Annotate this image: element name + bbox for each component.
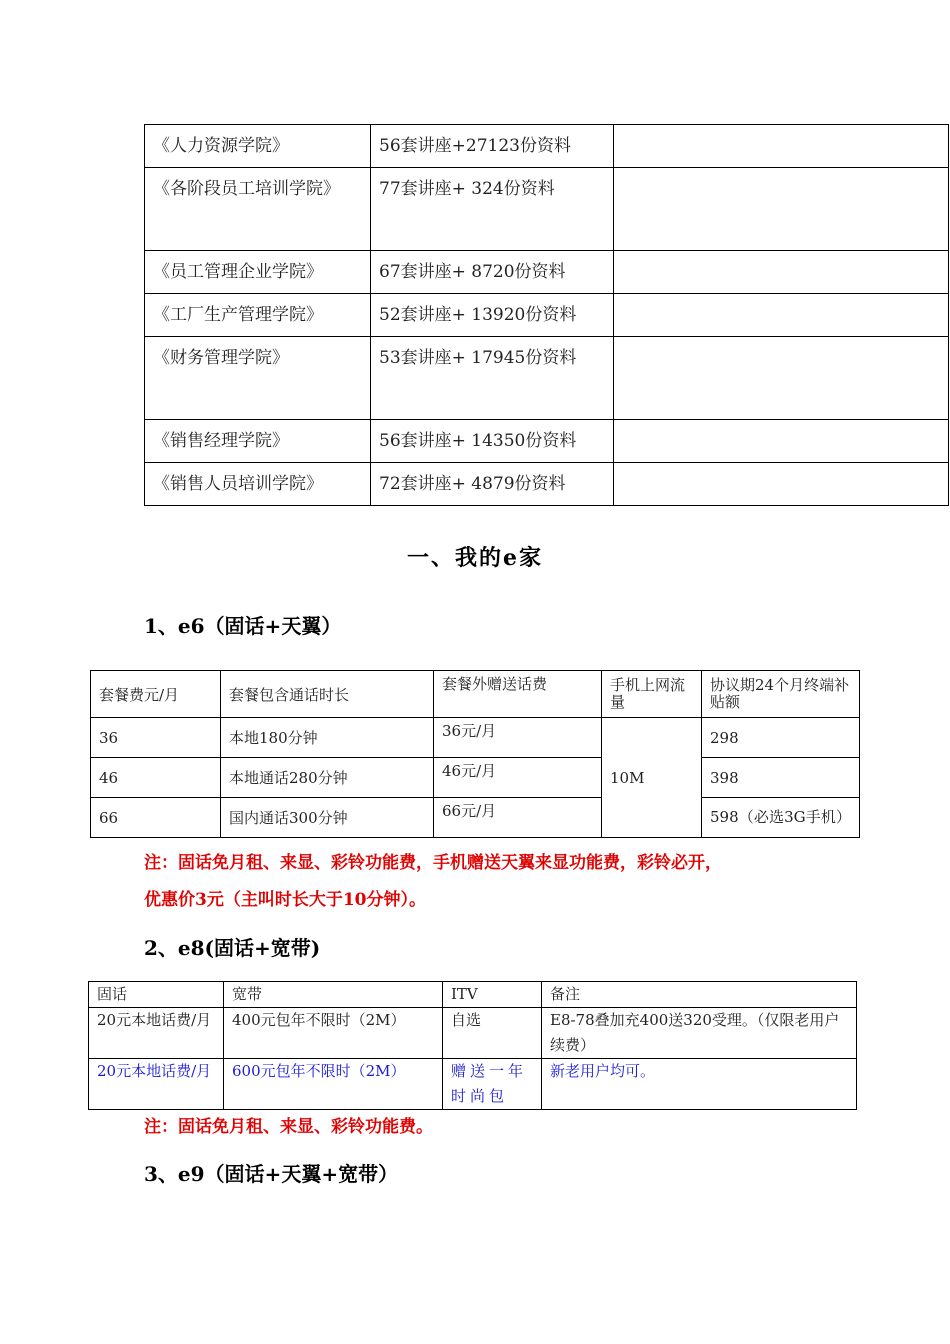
e8-title: 2、e8(固话+宽带) (144, 936, 321, 960)
e9-title: 3、e9（固话+天翼+宽带） (144, 1162, 399, 1186)
course-name: 《人力资源学院》 (145, 125, 371, 168)
fee-cell: 36 (91, 718, 221, 758)
e6-title: 1、e6（固话+天翼） (144, 614, 342, 638)
course-content: 52套讲座+ 13920份资料 (371, 294, 614, 337)
course-name: 《工厂生产管理学院》 (145, 294, 371, 337)
course-note (614, 125, 949, 168)
table-row (145, 463, 949, 506)
table-row (91, 758, 860, 798)
remark-cell: E8-78叠加充400送320受理。（仅限老用户续费） (542, 1008, 857, 1059)
table-row (145, 125, 949, 168)
header-remark: 备注 (542, 982, 857, 1008)
e6-note-line-1: 注：固话免月租、来显、彩铃功能费，手机赠送天翼来显功能费，彩铃必开， (144, 853, 722, 873)
course-name: 《销售人员培训学院》 (145, 463, 371, 506)
subsidy-cell: 298 (702, 718, 860, 758)
header-fee: 套餐费元/月 (91, 671, 221, 718)
bonus-cell: 66元/月 (434, 798, 602, 838)
course-content: 56套讲座+27123份资料 (371, 125, 614, 168)
course-note (614, 294, 949, 337)
subsidy-cell: 398 (702, 758, 860, 798)
table-row (91, 798, 860, 838)
minutes-cell: 国内通话300分钟 (221, 798, 434, 838)
course-content: 67套讲座+ 8720份资料 (371, 251, 614, 294)
header-bonus: 套餐外赠送话费 (434, 671, 602, 718)
course-name: 《销售经理学院》 (145, 420, 371, 463)
table-row (89, 1059, 857, 1110)
fee-cell: 66 (91, 798, 221, 838)
header-minutes: 套餐包含通话时长 (221, 671, 434, 718)
course-note (614, 168, 949, 251)
header-broadband: 宽带 (224, 982, 443, 1008)
broadband-cell: 400元包年不限时（2M） (224, 1008, 443, 1059)
table-row (145, 420, 949, 463)
table-row (145, 294, 949, 337)
course-table (144, 124, 949, 506)
itv-cell: 自选 (443, 1008, 542, 1059)
bonus-cell: 36元/月 (434, 718, 602, 758)
main-heading: 一、我的e家 (407, 545, 543, 571)
phone-cell: 20元本地话费/月 (89, 1059, 224, 1110)
course-content: 56套讲座+ 14350份资料 (371, 420, 614, 463)
data-flow-cell: 10M (602, 718, 702, 838)
bonus-cell: 46元/月 (434, 758, 602, 798)
fee-cell: 46 (91, 758, 221, 798)
e6-table (90, 670, 860, 838)
table-row (91, 718, 860, 758)
course-name: 《员工管理企业学院》 (145, 251, 371, 294)
course-note (614, 337, 949, 420)
course-note (614, 251, 949, 294)
subsidy-cell: 598（必选3G手机） (702, 798, 860, 838)
table-row (145, 251, 949, 294)
table-row (145, 168, 949, 251)
course-note (614, 463, 949, 506)
course-content: 53套讲座+ 17945份资料 (371, 337, 614, 420)
e8-table (88, 981, 857, 1110)
minutes-cell: 本地通话280分钟 (221, 758, 434, 798)
broadband-cell: 600元包年不限时（2M） (224, 1059, 443, 1110)
itv-cell: 赠送一年时尚包 (443, 1059, 542, 1110)
course-name: 《各阶段员工培训学院》 (145, 168, 371, 251)
header-data: 手机上网流量 (602, 671, 702, 718)
header-itv: ITV (443, 982, 542, 1008)
course-name: 《财务管理学院》 (145, 337, 371, 420)
header-subsidy: 协议期24个月终端补贴额 (702, 671, 860, 718)
table-row (89, 1008, 857, 1059)
e6-note-line-2: 优惠价3元（主叫时长大于10分钟）。 (144, 890, 426, 910)
table-row (145, 337, 949, 420)
phone-cell: 20元本地话费/月 (89, 1008, 224, 1059)
e8-note: 注：固话免月租、来显、彩铃功能费。 (144, 1117, 433, 1137)
remark-cell: 新老用户均可。 (542, 1059, 857, 1110)
course-content: 72套讲座+ 4879份资料 (371, 463, 614, 506)
table-header-row (89, 982, 857, 1008)
course-note (614, 420, 949, 463)
table-header-row (91, 671, 860, 718)
course-content: 77套讲座+ 324份资料 (371, 168, 614, 251)
header-phone: 固话 (89, 982, 224, 1008)
minutes-cell: 本地180分钟 (221, 718, 434, 758)
